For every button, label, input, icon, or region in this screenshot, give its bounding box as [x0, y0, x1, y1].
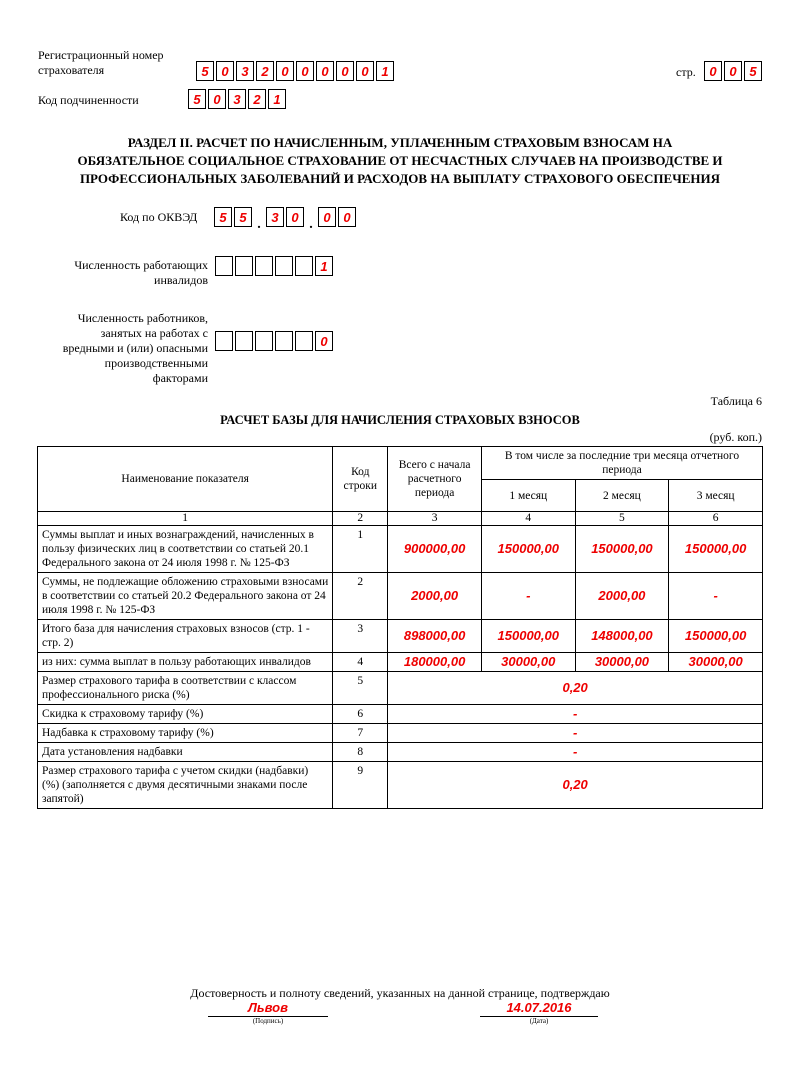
- row-code: 4: [333, 653, 388, 672]
- hazardous-count-boxes: [215, 331, 333, 351]
- column-index-row: [38, 512, 763, 526]
- table-row: [38, 573, 763, 620]
- date-block: [480, 1000, 598, 1026]
- disabled-count-digit: [235, 256, 253, 276]
- sub-code-label: Код подчиненности: [38, 93, 139, 107]
- sub-code-digit: 2: [248, 89, 266, 109]
- hazardous-count-digit: [275, 331, 293, 351]
- row-code: 3: [333, 620, 388, 653]
- column-index: 5: [575, 512, 669, 526]
- row-total: 900000,00: [388, 526, 482, 573]
- header-total: Всего с начала расчетного периода: [388, 447, 482, 512]
- row-code: 9: [333, 762, 388, 809]
- column-index: 3: [388, 512, 482, 526]
- disabled-label-line: Численность работающих: [74, 258, 208, 272]
- okved-digit: 5: [234, 207, 252, 227]
- reg-number-digit: 3: [236, 61, 254, 81]
- reg-number-digit: 5: [196, 61, 214, 81]
- row-name: Суммы, не подлежащие обложению страховыми взносами в соответствии со статьей 20.2 Федерального закона от 24 июля 1998 г. № 125-ФЗ: [38, 573, 333, 620]
- header-month-3: 3 месяц: [669, 480, 763, 512]
- units-label: (руб. коп.): [709, 430, 762, 444]
- hazardous-label-line: Численность работников,: [77, 311, 208, 325]
- hazardous-count-digit: 0: [315, 331, 333, 351]
- disabled-count-digit: 1: [315, 256, 333, 276]
- hazardous-label-line: производственными: [104, 356, 208, 370]
- row-month-3: 150000,00: [669, 620, 763, 653]
- section-title-line: ПРОФЕССИОНАЛЬНЫХ ЗАБОЛЕВАНИЙ И РАСХОДОВ НА ВЫПЛАТУ СТРАХОВОГО ОБЕСПЕЧЕНИЯ: [79, 171, 721, 186]
- okved-digit: 3: [266, 207, 284, 227]
- section-title: [0, 134, 800, 188]
- reg-number-digit: 0: [216, 61, 234, 81]
- page-number-digit: 0: [704, 61, 722, 81]
- disabled-count-boxes: [215, 256, 333, 276]
- hazardous-count-digit: [255, 331, 273, 351]
- header-month-1: 1 месяц: [481, 480, 575, 512]
- reg-number-digit: 1: [376, 61, 394, 81]
- column-index: 6: [669, 512, 763, 526]
- table-row: [38, 705, 763, 724]
- row-month-2: 30000,00: [575, 653, 669, 672]
- row-value: -: [388, 743, 763, 762]
- header-name: Наименование показателя: [38, 447, 333, 512]
- reg-number-digit: 0: [336, 61, 354, 81]
- row-name: Надбавка к страховому тарифу (%): [38, 724, 333, 743]
- row-name: Дата установления надбавки: [38, 743, 333, 762]
- okved-group-3: [318, 207, 356, 227]
- row-month-3: 150000,00: [669, 526, 763, 573]
- sub-code-digit: 5: [188, 89, 206, 109]
- section-title-line: РАЗДЕЛ II. РАСЧЕТ ПО НАЧИСЛЕННЫМ, УПЛАЧЕННЫМ СТРАХОВЫМ ВЗНОСАМ НА: [127, 135, 673, 150]
- disabled-count-digit: [295, 256, 313, 276]
- okved-digit: 5: [214, 207, 232, 227]
- reg-number-digit: 0: [276, 61, 294, 81]
- reg-number-digit: 0: [316, 61, 334, 81]
- column-index: 2: [333, 512, 388, 526]
- row-month-3: -: [669, 573, 763, 620]
- disabled-count-digit: [215, 256, 233, 276]
- disabled-label-line: инвалидов: [154, 273, 208, 287]
- okved-separator: .: [257, 217, 261, 232]
- okved-separator: .: [309, 217, 313, 232]
- row-month-2: 2000,00: [575, 573, 669, 620]
- table-row: [38, 743, 763, 762]
- row-month-2: 150000,00: [575, 526, 669, 573]
- row-name: Суммы выплат и иных вознаграждений, начисленных в пользу физических лиц в соответствии со статьей 20.1 Федерального закона от 24 июля 1998 г. № 125-ФЗ: [38, 526, 333, 573]
- table-6: [37, 446, 763, 809]
- table-row: [38, 620, 763, 653]
- okved-group-2: [266, 207, 304, 227]
- disabled-count-digit: [255, 256, 273, 276]
- column-index: 1: [38, 512, 333, 526]
- row-name: из них: сумма выплат в пользу работающих инвалидов: [38, 653, 333, 672]
- header-last-three-months: В том числе за последние три месяца отчетного периода: [481, 447, 762, 480]
- reg-number-digit: 2: [256, 61, 274, 81]
- page-number-digit: 5: [744, 61, 762, 81]
- sub-code-digit: 3: [228, 89, 246, 109]
- reg-number-digit: 0: [356, 61, 374, 81]
- reg-number-boxes: [196, 61, 394, 81]
- row-month-1: 30000,00: [481, 653, 575, 672]
- row-total: 898000,00: [388, 620, 482, 653]
- okved-code: [214, 207, 356, 233]
- table-row: [38, 653, 763, 672]
- page-number-boxes: [704, 61, 762, 81]
- okved-digit: 0: [318, 207, 336, 227]
- hazardous-count-digit: [295, 331, 313, 351]
- row-value: 0,20: [388, 672, 763, 705]
- header-month-2: 2 месяц: [575, 480, 669, 512]
- hazardous-count-digit: [235, 331, 253, 351]
- row-month-1: 150000,00: [481, 526, 575, 573]
- page-label: стр.: [676, 65, 696, 79]
- row-code: 8: [333, 743, 388, 762]
- table-title: РАСЧЕТ БАЗЫ ДЛЯ НАЧИСЛЕНИЯ СТРАХОВЫХ ВЗНОСОВ: [220, 413, 580, 427]
- row-total: 180000,00: [388, 653, 482, 672]
- sub-code-digit: 1: [268, 89, 286, 109]
- row-name: Скидка к страховому тарифу (%): [38, 705, 333, 724]
- hazardous-label-line: вредными и (или) опасными: [62, 341, 208, 355]
- column-index: 4: [481, 512, 575, 526]
- section-title-line: ОБЯЗАТЕЛЬНОЕ СОЦИАЛЬНОЕ СТРАХОВАНИЕ ОТ НЕСЧАСТНЫХ СЛУЧАЕВ НА ПРОИЗВОДСТВЕ И: [77, 153, 723, 168]
- okved-label: Код по ОКВЭД: [120, 210, 198, 224]
- okved-digit: 0: [286, 207, 304, 227]
- row-value: -: [388, 705, 763, 724]
- sub-code-digit: 0: [208, 89, 226, 109]
- signature-value: Львов: [208, 1000, 328, 1017]
- row-code: 1: [333, 526, 388, 573]
- row-value: -: [388, 724, 763, 743]
- okved-group-1: [214, 207, 252, 227]
- row-month-1: -: [481, 573, 575, 620]
- table-row: [38, 762, 763, 809]
- table-number-label: Таблица 6: [710, 394, 762, 408]
- signature-caption: (Подпись): [252, 1017, 284, 1025]
- date-caption: (Дата): [529, 1017, 549, 1025]
- row-value: 0,20: [388, 762, 763, 809]
- hazardous-label-line: факторами: [152, 371, 208, 385]
- row-month-1: 150000,00: [481, 620, 575, 653]
- hazardous-count-label: [63, 311, 208, 386]
- row-name: Итого база для начисления страховых взносов (стр. 1 - стр. 2): [38, 620, 333, 653]
- confirm-text: Достоверность и полноту сведений, указанных на данной странице, подтверждаю: [190, 986, 610, 1000]
- row-code: 7: [333, 724, 388, 743]
- table-row: [38, 724, 763, 743]
- row-total: 2000,00: [388, 573, 482, 620]
- row-name: Размер страхового тарифа с учетом скидки (надбавки) (%) (заполняется с двумя десятичными знаками после запятой): [38, 762, 333, 809]
- okved-digit: 0: [338, 207, 356, 227]
- reg-number-digit: 0: [296, 61, 314, 81]
- table-row: [38, 526, 763, 573]
- row-month-3: 30000,00: [669, 653, 763, 672]
- hazardous-label-line: занятых на работах с: [100, 326, 208, 340]
- reg-number-label-full: Регистрационный номер страхователя: [38, 48, 164, 77]
- disabled-count-digit: [275, 256, 293, 276]
- row-code: 6: [333, 705, 388, 724]
- sub-code-boxes: [188, 89, 286, 109]
- header-code: Код строки: [333, 447, 388, 512]
- hazardous-count-digit: [215, 331, 233, 351]
- row-name: Размер страхового тарифа в соответствии с классом профессионального риска (%): [38, 672, 333, 705]
- table-row: [38, 672, 763, 705]
- page-number-digit: 0: [724, 61, 742, 81]
- row-code: 2: [333, 573, 388, 620]
- row-code: 5: [333, 672, 388, 705]
- row-month-2: 148000,00: [575, 620, 669, 653]
- disabled-count-label: [74, 258, 208, 288]
- signature-block: [208, 1000, 328, 1026]
- date-value: 14.07.2016: [480, 1000, 598, 1017]
